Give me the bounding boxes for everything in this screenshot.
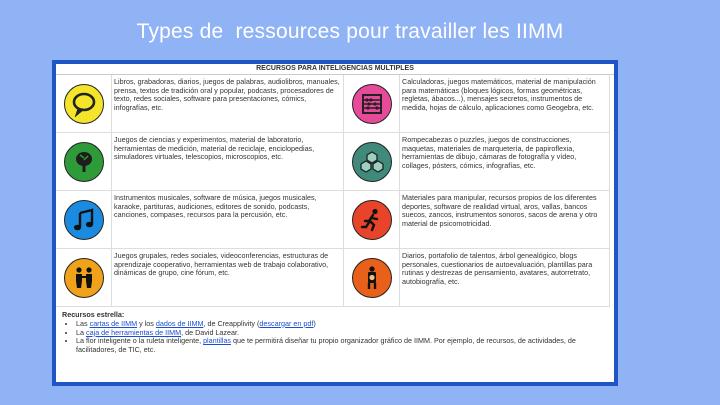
imm-cards-link[interactable]: cartas de IIMM [89,318,138,328]
list-item-text: , de Creapplivity ( [203,318,260,328]
cubes-icon [358,149,386,175]
star-resources-title: Recursos estrella: [62,310,125,319]
tree-icon [71,149,97,175]
download-pdf-link[interactable]: descargar en pdf [259,318,314,328]
templates-link[interactable]: plantillas [203,336,232,346]
row3-left-icon-cell [56,191,112,249]
row3-right-icon-cell [344,191,400,249]
intrapersonal-badge [352,258,392,298]
row2-right-text: Rompecabezas o puzzles, juegos de construcciones, maquetas, materiales de marquetería, de papiroflexia, herramientas de dibujo, cámaras de fotografía y vídeo, collages, pósters, cómics, infografías, etc. [400,133,610,191]
interpersonal-badge [64,258,104,298]
kinesthetic-badge [352,200,392,240]
row2-left-text: Juegos de ciencias y experimentos, material de laboratorio, herramientas de medición, material de reciclaje, enciclopedias, simuladores virtuales, telescopios, microscopios, etc. [112,133,344,191]
row1-right-icon-cell [344,75,400,133]
resources-grid [56,75,614,307]
row2-right-icon-cell [344,133,400,191]
imm-toolbox-link[interactable]: caja de herramientas de IIMM [86,327,182,337]
list-item-text: ) [313,318,316,328]
musical-badge [64,200,104,240]
list-item-text: La flor inteligente o la ruleta inteligente, [76,336,204,346]
naturalist-badge [64,142,104,182]
star-resources-list [62,320,608,355]
slide-title: Types de ressources pour travailler les IIMM [136,20,564,43]
runner-icon [359,207,385,233]
logical-badge [352,84,392,124]
spatial-badge [352,142,392,182]
table-header: RECURSOS PARA INTELIGENCIAS MÚLTIPLES [56,64,614,75]
row4-right-text: Diarios, portafolio de talentos, árbol genealógico, blogs personales, cuestionarios de autoevaluación, plantillas para rutinas y destrezas de pensamiento, avatares, autorretrato, autobiografía, etc. [400,249,610,307]
list-item-text: y los [137,318,156,328]
self-person-icon [359,265,385,291]
list-item-text: La [76,327,86,337]
row4-left-text: Juegos grupales, redes sociales, videoconferencias, estructuras de aprendizaje cooperativo, herramientas web de trabajo colaborativo, dinámicas de grupo, cine fórum, etc. [112,249,344,307]
row4-left-icon-cell [56,249,112,307]
row3-left-text: Instrumentos musicales, software de música, juegos musicales, karaoke, partituras, audiciones, editores de sonido, podcasts, canciones, compases, recursos para la percusión, etc. [112,191,344,249]
row4-right-icon-cell [344,249,400,307]
row3-right-text: Materiales para manipular, recursos propios de los diferentes deportes, software de realidad virtual, aros, vallas, bancos suecos, zancos, instrumentos sonoros, sacos de arena y otro material de psicomotricidad. [400,191,610,249]
linguistic-badge [64,84,104,124]
list-item-text: , de David Lazear. [181,327,240,337]
row1-left-icon-cell [56,75,112,133]
resources-image-frame [52,60,618,386]
row2-left-icon-cell [56,133,112,191]
music-note-icon [71,207,97,233]
star-resources-panel [56,307,614,359]
list-item-text: Las [76,318,90,328]
speech-bubble-icon [71,91,97,117]
list-item [76,337,608,355]
resources-table [56,64,614,382]
list-item-text: que te permitirá diseñar tu propio organizador gráfico de IIMM. Por ejemplo, de recursos, de actividades, de facilitadores, de TIC, etc. [76,336,576,355]
abacus-icon [359,91,385,117]
row1-left-text: Libros, grabadoras, diarios, juegos de palabras, audiolibros, manuales, prensa, textos de tradición oral y popular, podcasts, procesadores de texto, redes sociales, software para presentaciones, cómics, infografías, etc. [112,75,344,133]
imm-dice-link[interactable]: dados de IIMM [155,318,204,328]
people-icon [71,265,97,291]
row1-right-text: Calculadoras, juegos matemáticos, material de manipulación para matemáticas (bloques lógicos, formas geométricas, regletas, ábacos...), mensajes secretos, instrumentos de medida, hojas de cálculo, aplicaciones como Geogebra, etc. [400,75,610,133]
